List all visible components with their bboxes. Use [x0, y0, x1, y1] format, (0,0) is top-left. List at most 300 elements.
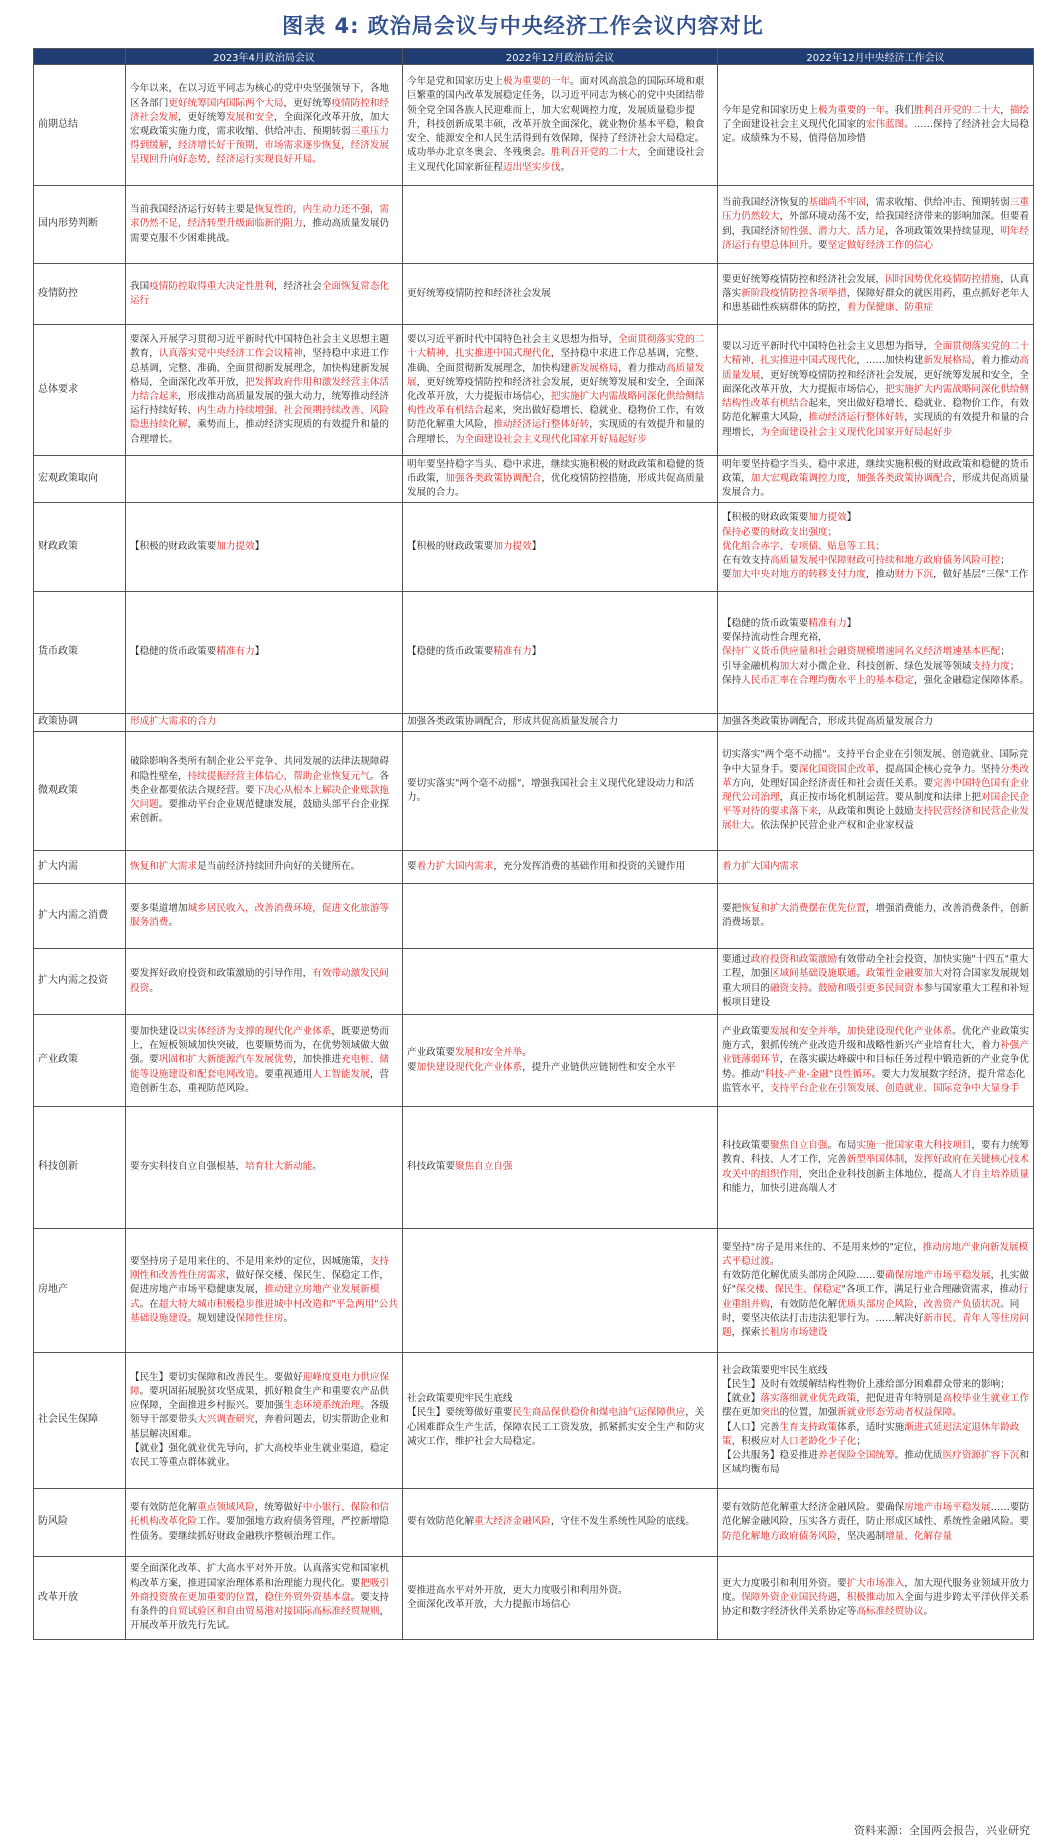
cell-c1 — [126, 1353, 403, 1489]
body-text: 要以习近平新时代中国特色社会主义思想为指导， — [407, 334, 619, 346]
cell-c1 — [126, 949, 403, 1015]
body-text: 科技政策要 — [722, 1140, 770, 1152]
body-text: ， — [904, 1154, 914, 1166]
highlight-text: 培育壮大新动能 — [245, 1161, 313, 1173]
highlight-text: 充电桩、储能等设施建设和配套电网改造 — [130, 1054, 390, 1080]
table-row — [34, 1107, 1034, 1229]
cell-c3 — [718, 503, 1034, 592]
highlight-text: 描绘 — [1009, 104, 1029, 116]
body-text: ，着力推动 — [971, 355, 1020, 367]
body-text: 。要 — [808, 239, 828, 251]
highlight-text: 重大经济金融风险 — [474, 1516, 551, 1528]
body-text: ，营造创新生态，重视防范风险。 — [130, 1068, 390, 1094]
row-topic: 房地产 — [34, 1229, 126, 1353]
body-text: 。 — [283, 1312, 294, 1324]
row-topic: 产业政策 — [34, 1015, 126, 1107]
body-text: 。在 — [139, 1298, 159, 1310]
row-topic: 改革开放 — [34, 1557, 126, 1640]
header-topic — [34, 49, 126, 65]
highlight-text: 明年经济运行有望总体回升 — [722, 225, 1029, 251]
body-text: 【民生】要统筹做好重要 — [407, 1407, 513, 1419]
highlight-text: 聚焦自立自强 — [769, 1140, 828, 1152]
highlight-text: 发展和安全 — [225, 111, 274, 123]
highlight-text: 推动房地产业向新发展模式平稳过渡 — [722, 1241, 1029, 1267]
row-topic: 防风险 — [34, 1489, 126, 1557]
highlight-text: 三重压力仍然较大 — [722, 197, 1029, 223]
body-text: ，着力推动 — [618, 362, 667, 374]
body-text: 。要推动平台企业规范健康发展，鼓励头部平台企业探索创新。 — [130, 799, 390, 825]
highlight-text: 极为重要的一年 — [817, 104, 886, 116]
highlight-text: 房地产市场平稳发展 — [904, 1502, 991, 1514]
body-text: 体系，适时实施 — [837, 1421, 905, 1433]
highlight-text: 宏伟蓝图 — [865, 118, 905, 130]
cell-c1 — [126, 592, 403, 714]
body-text: 社会政策要兜牢民生底线 — [722, 1364, 828, 1376]
highlight-text: 超大特大城市积极稳步推进城中村改造和"平急两用"公共基础设施建设 — [130, 1298, 398, 1324]
body-text: 参与国家重大工程和补短板项目建设 — [722, 982, 1029, 1008]
body-text: ，真正按市场化机制运营。要从制度和法律上把 — [779, 792, 982, 803]
body-text: ，推动高质量发展仍需要克服不少困难挑战。 — [130, 218, 390, 244]
highlight-text: 分类改革 — [722, 763, 1029, 789]
body-text: 。依法保护民营企业产权和企业家权益 — [750, 820, 914, 832]
highlight-text: 增量、化解存量 — [885, 1530, 953, 1542]
highlight-text: 生育支持政策 — [779, 1421, 838, 1433]
body-text: ，更好统筹 — [177, 111, 226, 123]
highlight-text: 新市民、青年人等住房问题 — [722, 1312, 1029, 1338]
cell-c1 — [126, 884, 403, 949]
body-text: 破除影响各类所有制企业公平竞争、共同发展的法律法规障碍和隐性壁垒， — [130, 756, 390, 782]
body-text: 明年要坚持稳字当头、稳中求进，继续实施积极的财政政策和稳健的货币政策， — [407, 458, 705, 484]
body-text: ，全面建设社会主义现代化国家新征程 — [407, 147, 705, 173]
cell-c2 — [403, 949, 718, 1015]
source-note: 资料来源：全国两会报告，兴业研究 — [854, 1824, 1030, 1837]
table-row — [34, 949, 1034, 1015]
highlight-text: 高质量发展中保障财政可持续和地方政府债务风险可控 — [769, 555, 1001, 567]
table-row — [34, 714, 1034, 732]
body-text: 】 — [531, 646, 542, 658]
body-text: 。 — [149, 982, 159, 994]
body-text: ； — [1000, 555, 1010, 567]
body-text: 方向，处理好国企经济责任和社会责任关系。要 — [731, 777, 934, 789]
body-text: ，既要逆势而上，在短板领域加快突破，也要顺势而为，在优势领域做大做强。要 — [130, 1025, 390, 1066]
highlight-text: 民生商品保供稳价和煤电油气运保障供应 — [512, 1407, 686, 1419]
body-text: 【积极的财政政策要 — [407, 540, 494, 552]
highlight-text: 加快建设现代化产业体系 — [416, 1061, 523, 1073]
cell-c1 — [126, 1229, 403, 1353]
body-text: ， — [254, 1591, 265, 1603]
highlight-text: 生态环境系统治理 — [283, 1400, 361, 1412]
table-row — [34, 732, 1034, 851]
highlight-text: 推动经济运行整体好转 — [808, 412, 905, 424]
cell-c1 — [126, 186, 403, 264]
body-text: 要发挥好政府投资和政策激励的引导作用， — [130, 968, 313, 980]
highlight-text: 巩固和扩大新能源汽车发展优势 — [158, 1054, 294, 1066]
highlight-text: 推动经济运行整体好转 — [493, 419, 590, 431]
body-text: ，更好统筹疫情防控和经济社会发展，更好统筹发展和安全，全面深化改革开放，大力提振市场信心， — [407, 376, 705, 402]
body-text: ，要有力统筹教育、科技、人才工作，完善 — [722, 1140, 1029, 1166]
highlight-text: 恢复和扩大需求 — [130, 860, 198, 872]
cell-c1 — [126, 503, 403, 592]
body-text: 要 — [407, 1061, 417, 1073]
highlight-text: 加力提效 — [493, 540, 532, 552]
highlight-text: 养老保险全国统筹 — [817, 1449, 895, 1461]
body-text: 要 — [722, 569, 732, 581]
body-text: ， — [168, 140, 178, 152]
table-row — [34, 1557, 1034, 1640]
body-text: 【就业】强化就业优先导向，扩大高校毕业生就业渠道，稳定农民工等重点群体就业。 — [130, 1442, 390, 1468]
table-row — [34, 1489, 1034, 1557]
body-text: ，形成推动高质量发展的强大动力，统筹推动经济运行持续好转、 — [130, 391, 390, 417]
table-row — [34, 1229, 1034, 1353]
body-text: ，奔着问题去，切实帮助企业和基层解决困难。 — [130, 1414, 390, 1440]
highlight-text: 为全面建设社会主义现代化国家开好局起好步 — [454, 433, 647, 445]
body-text: 科技政策要 — [407, 1161, 455, 1173]
cell-c3 — [718, 949, 1034, 1015]
body-text: ，……加快构建 — [856, 355, 924, 367]
highlight-text: 恢复性的，内生动力还不强，需求仍然不足，经济转型升级面临新的阻力 — [130, 204, 390, 230]
body-text: 和能力，加快引进高端人才 — [722, 1182, 838, 1194]
highlight-text: 加力提效 — [808, 512, 847, 524]
highlight-text: 胜利召开党的二十大 — [913, 104, 1001, 116]
body-text: 更好统筹疫情防控和经济社会发展 — [407, 287, 551, 299]
highlight-text: 有效带动激发民间投资 — [130, 968, 390, 994]
highlight-text: 全面贯彻落实党的二十大精神，扎实推进中国式现代化 — [722, 341, 1029, 367]
highlight-text: 高质量发展 — [407, 362, 705, 388]
header-dec-2022-cewc: 2022年12月中央经济工作会议 — [718, 49, 1034, 65]
highlight-text: 极为重要的一年 — [502, 76, 571, 88]
cell-c3 — [718, 325, 1034, 456]
body-text: 和区域均衡布局 — [722, 1449, 1029, 1476]
body-text: 。 — [837, 1025, 847, 1037]
cell-c2 — [403, 325, 718, 456]
body-text: ，强化金融稳定保障体系。 — [913, 674, 1029, 686]
highlight-text: 新发展格局 — [923, 355, 972, 367]
highlight-text: 政府投资和政策激励 — [750, 954, 838, 966]
body-text: 。……保持了经济社会大局稳定。成绩殊为不易，值得倍加珍惜 — [722, 118, 1029, 145]
body-text: 起来，突出做好稳增长、稳就业、稳物价工作，有效防范化解重大风险， — [722, 398, 1029, 424]
body-text: ，更好统筹 — [283, 97, 332, 109]
highlight-text: 优质头部房企风险 — [837, 1298, 914, 1310]
body-text: ，在落实碳达峰碳中和目标任务过程中锻造新的产业竞争优势。推动 — [722, 1054, 1029, 1080]
body-text: 要推进高水平对外开放，更大力度吸引和利用外资。 — [407, 1584, 628, 1596]
highlight-text: 医疗资源扩容下沉 — [942, 1449, 1020, 1461]
table-row — [34, 851, 1034, 884]
highlight-text: 新型举国体制 — [846, 1154, 905, 1166]
body-text: ，充分发挥消费的基础作用和投资的关键作用 — [493, 860, 686, 872]
body-text: ，守住不发生系统性风险的底线。 — [550, 1516, 695, 1528]
body-text: 在有效支持 — [722, 555, 770, 567]
highlight-text: 落实落细就业优先政策 — [760, 1393, 857, 1405]
body-text: 要有效防范化解重大经济金融风险。要确保 — [722, 1502, 905, 1514]
highlight-text: 因时因势优化疫情防控措施 — [885, 273, 1001, 285]
body-text: 加强各类政策协调配合，形成共促高质量发展合力 — [722, 716, 934, 728]
highlight-text: 加快建设现代化产业体系 — [846, 1025, 953, 1037]
highlight-text: 疫情防控取得重大决定性胜利 — [149, 280, 274, 292]
figure-title: 图表 4: 政治局会议与中央经济工作会议内容对比 — [282, 14, 764, 38]
highlight-text: 持续提振经营主体信心，帮助企业恢复元气 — [187, 770, 370, 782]
body-text: 当前我国经济运行好转主要是 — [130, 204, 255, 216]
body-text: 有效带动全社会投资，加快实施"十四五"重大工程，加强 — [722, 954, 1029, 980]
cell-c3 — [718, 1353, 1034, 1489]
body-text: ，全面深化改革开放，加大宏观政策实施力度，需求收缩、供给冲击、预期转弱 — [130, 111, 390, 137]
highlight-text: 经济增长好于预期，市场需求逐步恢复，经济发展呈现回升向好态势，经济运行实现良好开局。 — [130, 140, 390, 166]
highlight-text: 着力保健康、防重症 — [846, 302, 934, 314]
row-topic: 财政政策 — [34, 503, 126, 592]
body-text: 要切实落实"两个毫不动摇"，增强我国社会主义现代化建设动力和活力。 — [407, 777, 695, 803]
highlight-text: 迎峰度夏电力供应保障 — [130, 1371, 390, 1397]
cell-c2 — [403, 264, 718, 325]
body-text: ，形成共促高质量发展合力。 — [722, 472, 1029, 499]
body-text: 要把 — [722, 902, 742, 914]
body-text: 。 — [168, 917, 178, 928]
body-text: 。要巩固拓展脱贫攻坚成果，抓好粮食生产和重要农产品供应保障，全面推进乡村振兴。要加强 — [130, 1385, 390, 1412]
highlight-text: 以实体经济为支撑的现代化产业体系 — [177, 1025, 332, 1037]
body-text: 。 — [312, 1161, 322, 1173]
body-text: 】 — [846, 512, 857, 524]
cell-c3 — [718, 1107, 1034, 1229]
highlight-text: 政策性金融要加大 — [865, 968, 943, 980]
highlight-text: 内生动力持续增强、社会预期持续改善、风险隐患持续化解 — [130, 405, 390, 431]
body-text: 。 — [560, 161, 571, 173]
highlight-text: 发展和安全并举 — [769, 1025, 838, 1037]
header-row — [34, 49, 1034, 65]
highlight-text: 突出 — [760, 1407, 780, 1419]
body-text: 对小微企业、科技创新、绿色发展等领域 — [798, 660, 972, 672]
body-text: 是当前经济持续回升向好的关键所在。 — [197, 860, 361, 872]
highlight-text: 保障外资企业国民待遇 — [741, 1591, 838, 1603]
body-text: 。我们 — [885, 104, 914, 116]
body-text: ，探索 — [731, 1327, 761, 1338]
highlight-text: 胜利召开党的二十大 — [550, 147, 638, 159]
body-text: 切实落实"两个毫不动摇"。支持平台企业在引领发展、创造就业、国际竞争中大显身手。要 — [722, 749, 1029, 775]
table-row — [34, 1015, 1034, 1107]
highlight-text: 形成扩大需求的合力 — [130, 716, 217, 728]
body-text: 全面与进步跨太平洋伙伴关系协定和数字经济伙伴关系协定等 — [722, 1591, 1029, 1618]
body-text: 】 — [254, 540, 265, 552]
cell-c2 — [403, 503, 718, 592]
body-text: 。各级领导干部要带头 — [130, 1400, 390, 1426]
body-text: ，保障好群众的就医用药，重点抓好老年人和患基础性疾病群体的防控， — [722, 287, 1029, 314]
highlight-text: 更好统筹国内国际两个大局 — [168, 97, 284, 109]
body-text: 工作。要加强地方政府债务管理，严控新增隐性债务。要继续抓好财政金融秩序整顿治理工作。 — [130, 1516, 390, 1542]
cell-c2 — [403, 65, 718, 186]
highlight-text: 积极推动加入 — [846, 1591, 905, 1603]
body-text: ，需求收缩、供给冲击、预期转弱 — [865, 197, 1010, 209]
cell-c2 — [403, 884, 718, 949]
body-text: 我国 — [130, 280, 150, 292]
body-text: 要保持流动性合理充裕， — [722, 632, 828, 644]
row-topic: 前期总结 — [34, 65, 126, 186]
highlight-text: 精准有力 — [493, 646, 532, 658]
body-text: ， — [1000, 104, 1010, 116]
cell-c3 — [718, 1015, 1034, 1107]
cell-c3 — [718, 1557, 1034, 1640]
row-topic: 微观政策 — [34, 732, 126, 851]
highlight-text: 城乡居民收入，改善消费环境，促进文化旅游等服务消费 — [130, 902, 390, 928]
highlight-text: 着力扩大国内需求 — [416, 860, 494, 872]
highlight-text: 加力提效 — [216, 540, 255, 552]
table-row — [34, 1353, 1034, 1489]
body-text: ，加快推进 — [293, 1054, 342, 1066]
highlight-text: 深化国资国企改革 — [798, 763, 876, 775]
highlight-text: 完善中国特色国有企业现代公司治理 — [722, 777, 1029, 803]
body-text: 全面深化改革开放，大力提振市场信心 — [407, 1599, 571, 1610]
body-text: 了全面建设社会主义现代化国家的 — [722, 118, 866, 130]
body-text: ，优化疫情防控措施，形成共促高质量发展的合力。 — [407, 472, 705, 499]
body-text: ，经济社会 — [273, 280, 322, 292]
highlight-text: 保交楼、保民生、保稳定 — [736, 1284, 842, 1296]
body-text: ； — [1000, 646, 1010, 658]
body-text: 要多渠道增加 — [130, 902, 188, 914]
body-text: 的位置，加强 — [779, 1407, 838, 1419]
cell-c1 — [126, 1107, 403, 1229]
cell-c1 — [126, 1489, 403, 1557]
body-text: 摆在更加 — [722, 1407, 761, 1419]
highlight-text: 鼓励和吸引更多民间资本 — [817, 982, 924, 994]
row-topic: 政策协调 — [34, 714, 126, 732]
cell-c3 — [718, 65, 1034, 186]
highlight-text: 补强产业链薄弱环节 — [722, 1040, 1029, 1066]
highlight-text: 把吸引外商投资放在更加重要的位置 — [130, 1577, 390, 1603]
body-text: ，坚决遏制 — [837, 1530, 886, 1542]
body-text: ，做好保交楼、保民生、保稳定工作，促进房地产市场平稳健康发展， — [130, 1270, 390, 1296]
body-text: 要更好统筹疫情防控和经济社会发展， — [722, 273, 886, 285]
body-text: 。优化产业政策实施方式，狠抓传统产业改造升级和战略性新兴产业培育壮大，着力 — [722, 1025, 1029, 1052]
body-text: 【积极的财政政策要 — [130, 540, 217, 552]
body-text: 要夯实科技自立自强根基， — [130, 1161, 246, 1173]
body-text: 【民生】要切实保障和改善民生。要做好 — [130, 1371, 303, 1383]
highlight-text: 把实施扩大内需战略同深化供给侧结构性改革有机结合 — [722, 383, 1029, 410]
cell-c2 — [403, 1229, 718, 1353]
body-text: ， — [846, 472, 857, 484]
row-topic: 扩大内需之投资 — [34, 949, 126, 1015]
cell-c1 — [126, 325, 403, 456]
highlight-text: 加大 — [779, 660, 799, 672]
body-text: ，从政策和舆论上鼓励 — [817, 806, 914, 818]
highlight-text: 三重压力得到缓解 — [130, 126, 390, 152]
cell-c2 — [403, 1557, 718, 1640]
cell-c2 — [403, 714, 718, 732]
highlight-text: 保持必要的财政支出强度； — [722, 526, 838, 538]
body-text: 今年是党和国家历史上 — [722, 104, 818, 116]
highlight-text: 全面恢复常态化运行 — [130, 280, 390, 306]
body-text: ，推动 — [865, 569, 895, 581]
table-row — [34, 503, 1034, 592]
cell-c2 — [403, 1353, 718, 1489]
cell-c3 — [718, 264, 1034, 325]
row-topic: 扩大内需 — [34, 851, 126, 884]
highlight-text: 基础尚不牢固 — [808, 197, 866, 209]
cell-c2 — [403, 592, 718, 714]
body-text: ，开展改革开放先行先试。 — [130, 1606, 390, 1632]
highlight-text: 支持民营经济和民营企业发展壮大 — [722, 806, 1029, 832]
highlight-text: 高质量发展 — [722, 355, 1029, 381]
row-topic: 国内形势判断 — [34, 186, 126, 264]
body-text: 【民生】及时有效缓解结构性物价上涨给部分困难群众带来的影响； — [722, 1378, 1010, 1390]
body-text: ，积极应对 — [731, 1435, 780, 1447]
body-text: 要坚持房子是用来住的、不是用来炒的定位，因城施策， — [130, 1255, 370, 1267]
highlight-text: "科技-产业-金融"良性循环 — [760, 1068, 872, 1080]
body-text: 要以习近平新时代中国特色社会主义思想为指导， — [722, 341, 934, 353]
highlight-text: 改善资产负债状况 — [923, 1298, 1001, 1310]
highlight-text: 推动建立房地产业发展新模式 — [130, 1284, 380, 1310]
highlight-text: 加强各类政策协调配合 — [856, 472, 953, 484]
row-topic: 总体要求 — [34, 325, 126, 456]
body-text: 。 — [923, 1606, 934, 1618]
body-text: ，扎实做好" — [722, 1270, 1029, 1296]
body-text: 产业政策要 — [407, 1047, 455, 1059]
body-text: 今年以来，在以习近平同志为核心的党中央坚强领导下，各地区各部门 — [130, 83, 390, 109]
highlight-text: 迈出坚实步伐 — [502, 161, 561, 173]
body-text: 。布局 — [827, 1140, 857, 1152]
body-text: 。 — [522, 1047, 532, 1059]
body-text: 。面对风高浪急的国际环境和艰巨繁重的国内改革发展稳定任务，以习近平同志为核心的党中央团结带领全党全国各族人民迎难而上，加大宏观调控力度，发展质量稳步提升，科技创新成果丰硕，改革开放全面深化，就业物价基本平稳，粮食安全、能源安全和人民生活得到有效保障，保持了经济社会大局稳定。成功举办北京冬奥会、冬残奥会。 — [407, 76, 705, 159]
body-text: ，做好基层"三保"工作 — [933, 569, 1029, 581]
body-text: 对符合国家发展规划重大项目的 — [722, 968, 1029, 994]
cell-c3 — [718, 732, 1034, 851]
highlight-text: 对国企民企平等对待的要求落下来 — [722, 792, 1029, 818]
row-topic: 宏观政策取向 — [34, 456, 126, 503]
body-text: ，实现质的有效提升和量的合理增长， — [722, 412, 1029, 438]
highlight-text: 区域间基础设施联通 — [769, 968, 857, 980]
cell-c3 — [718, 851, 1034, 884]
body-text: 。要大力发展数字经济，提升常态化监管水平， — [722, 1068, 1026, 1094]
body-text: ，增强消费能力，改善消费条件，创新消费场景。 — [722, 902, 1029, 928]
row-topic: 货币政策 — [34, 592, 126, 714]
highlight-text: 把实施扩大内需战略同深化供给侧结构性改革有机结合 — [407, 391, 705, 417]
cell-c3 — [718, 456, 1034, 503]
body-text: 更大力度吸引和利用外资。要 — [722, 1577, 847, 1589]
comparison-table — [33, 48, 1034, 1640]
body-text: 。 — [769, 1255, 780, 1267]
body-text: ，各项政策效果持续显现， — [885, 225, 1001, 237]
row-topic: 科技创新 — [34, 1107, 126, 1229]
body-text: ， — [913, 1298, 924, 1310]
body-text: 【公共服务】稳妥推进 — [722, 1449, 818, 1461]
body-text: ，认真落实 — [722, 273, 1029, 299]
body-text: 。要支持有条件的 — [130, 1591, 390, 1618]
table-row — [34, 186, 1034, 264]
table-body — [34, 65, 1034, 1640]
cell-c3 — [718, 714, 1034, 732]
highlight-text: 大兴调查研究 — [197, 1414, 255, 1426]
body-text: ，统筹做好 — [254, 1502, 303, 1514]
body-text: ，有效防范化解 — [769, 1298, 838, 1310]
body-text: 要坚持"房子是用来住的、不是用来炒的"定位， — [722, 1241, 923, 1253]
highlight-text: 实施一批国家重大科技项目 — [856, 1140, 972, 1152]
highlight-text: 人口老龄化少子化 — [779, 1435, 857, 1447]
highlight-text: 恢复和扩大消费摆在优先位置 — [741, 902, 866, 914]
highlight-text: 人工智能发展 — [312, 1068, 370, 1080]
table-row — [34, 456, 1034, 503]
body-text: 。规划建设 — [187, 1312, 236, 1324]
highlight-text: 为全面建设社会主义现代化国家开好局起好步 — [760, 426, 953, 438]
highlight-text: 新发展格局 — [570, 362, 619, 374]
body-text: 要加快建设 — [130, 1025, 178, 1037]
highlight-text: 保持广义货币供应量和社会融资规模增速同名义经济增速基本匹配 — [722, 646, 1001, 658]
cell-c1 — [126, 456, 403, 503]
highlight-text: 人民币汇率在合理均衡水平上的基本稳定 — [741, 674, 914, 686]
cell-c2 — [403, 1015, 718, 1107]
body-text: 社会政策要兜牢民生底线 — [407, 1393, 513, 1405]
body-text: 【稳健的货币政策要 — [130, 646, 217, 658]
body-text: 。各类企业都要依法合规经营。要 — [130, 770, 390, 796]
body-text: ，实现质的有效提升和量的合理增长， — [407, 419, 705, 445]
body-text: "各项工作，满足行业合理融资需求，推动 — [841, 1284, 1019, 1296]
highlight-text: 支持平台企业在引领发展、创造就业、国际竞争中大显身手 — [769, 1082, 1020, 1094]
body-text: 明年要坚持稳字当头、稳中求进，继续实施积极的财政政策和稳健的货币政策， — [722, 458, 1029, 484]
highlight-text: 高校毕业生就业工作 — [942, 1393, 1029, 1405]
